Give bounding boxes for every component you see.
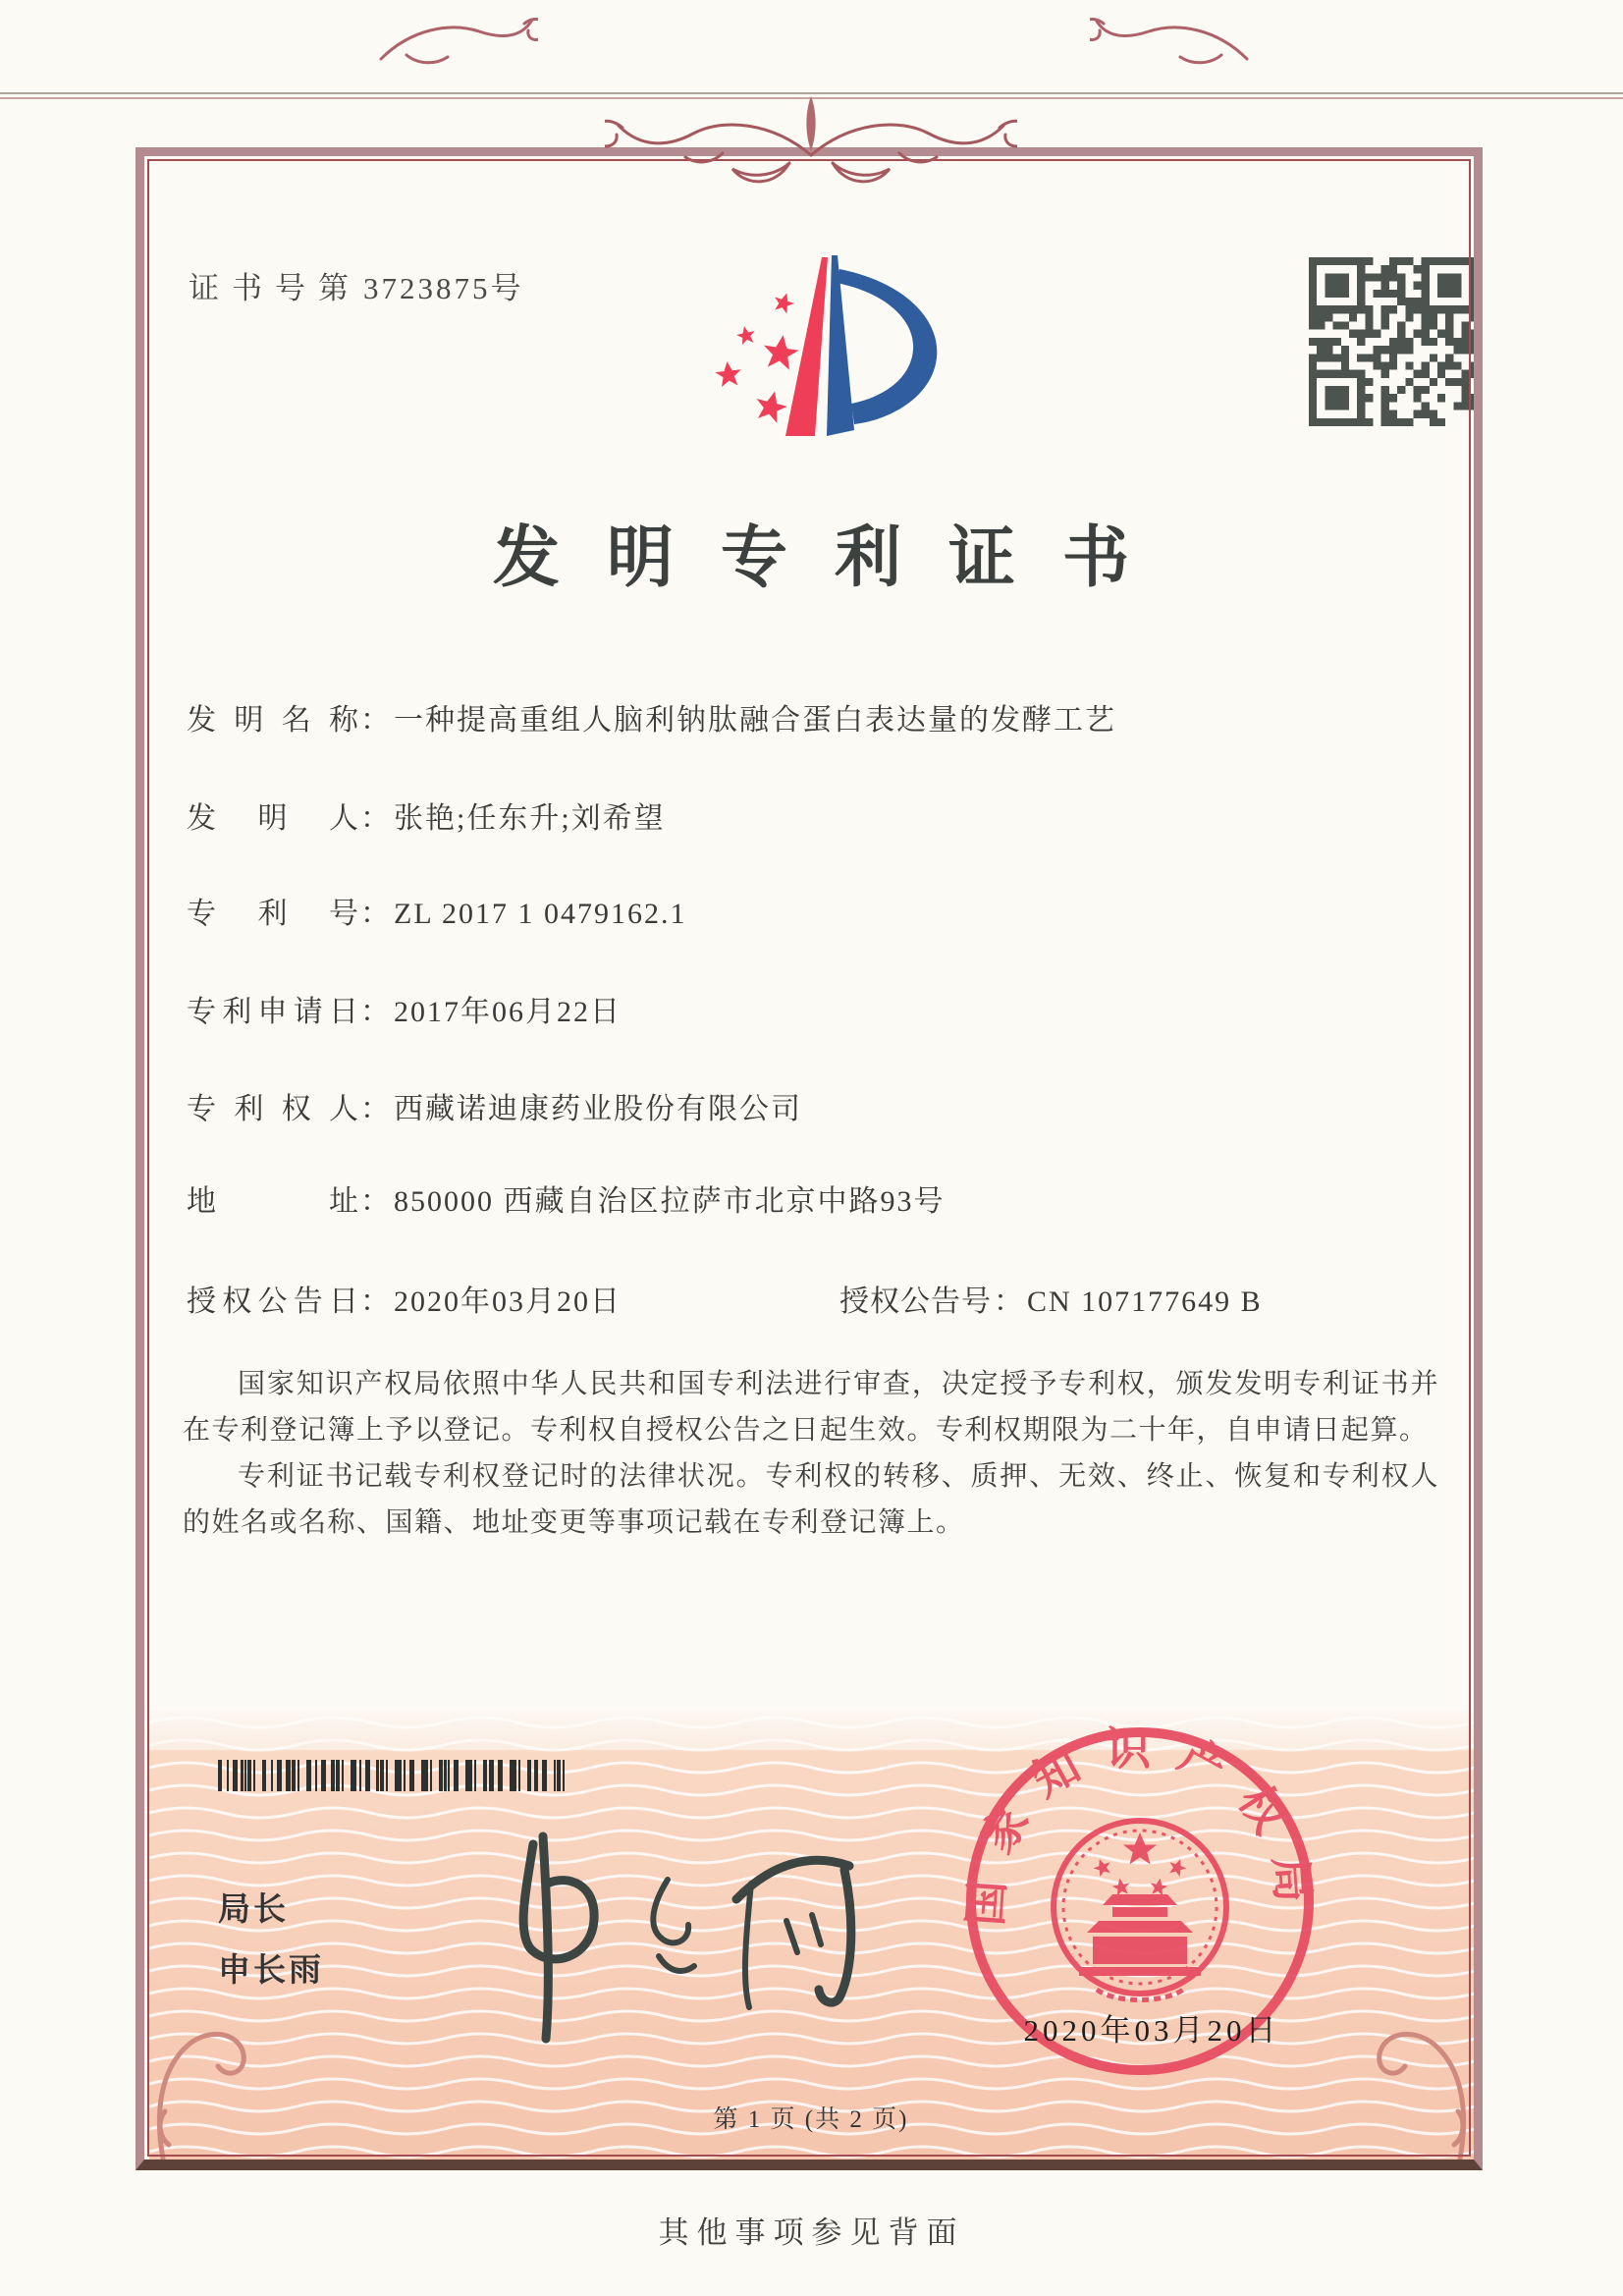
seal-national-emblem xyxy=(1054,1821,1226,2000)
flourish-top-right-icon xyxy=(1090,8,1257,69)
field-row-patent-number xyxy=(187,897,687,932)
field-row-invention-name xyxy=(187,703,1116,738)
field-value: 2017年06月22日 xyxy=(394,996,622,1028)
legal-text xyxy=(183,1361,1439,1546)
flourish-leaf xyxy=(806,96,815,151)
field-row-filing-date xyxy=(187,995,622,1030)
shen-changyu-signature-icon xyxy=(457,1823,879,2058)
flourish-top-left-icon xyxy=(371,8,538,69)
field-value: ZL 2017 1 0479162.1 xyxy=(394,898,687,930)
field-colon: ： xyxy=(360,802,390,835)
field-label: 授权公告号 xyxy=(839,1285,992,1318)
field-value: 张艳;任东升;刘希望 xyxy=(394,802,666,835)
legal-paragraph-1: 国家知识产权局依照中华人民共和国专利法进行审查，决定授予专利权，颁发发明专利证书并在专利登记簿上予以登记。专利权自授权公告之日起生效。专利权期限为二十年，自申请日起算。 xyxy=(183,1369,1439,1446)
field-colon: ： xyxy=(360,1093,390,1125)
page-number: 第 1 页 (共 2 页) xyxy=(713,2106,909,2133)
field-colon: ： xyxy=(360,1185,390,1218)
field-row-patentee xyxy=(187,1092,802,1127)
flourish-top-center-icon xyxy=(605,94,1017,189)
field-value: 850000 西藏自治区拉萨市北京中路93号 xyxy=(394,1185,946,1218)
field-label: 专利申请日 xyxy=(187,996,358,1028)
certificate-number-prefix: 证书号第 xyxy=(189,271,361,305)
field-label: 发明人 xyxy=(187,802,358,835)
qr-code xyxy=(1309,257,1478,431)
officer-title: 局长 xyxy=(218,1890,289,1927)
back-side-note: 其他事项参见背面 xyxy=(658,2215,965,2250)
field-value: 西藏诺迪康药业股份有限公司 xyxy=(394,1093,802,1125)
field-row-grant xyxy=(187,1285,1263,1320)
field-label: 授权公告日 xyxy=(187,1285,358,1318)
seal-date: 2020年03月20日 xyxy=(1023,2013,1280,2048)
certificate-number-value: 3723875 xyxy=(363,271,491,305)
certificate-number xyxy=(189,263,534,307)
field-colon: ： xyxy=(994,1285,1023,1318)
certificate-title: 发明专利证书 xyxy=(492,520,1176,595)
field-value: 一种提高重组人脑利钠肽融合蛋白表达量的发酵工艺 xyxy=(394,704,1116,737)
field-colon: ： xyxy=(360,1285,390,1318)
certificate-number-suffix: 号 xyxy=(490,271,534,305)
legal-paragraph-2: 专利证书记载专利权登记时的法律状况。专利权的转移、质押、无效、终止、恢复和专利权人的姓名或名称、国籍、地址变更等事项记载在专利登记簿上。 xyxy=(183,1461,1439,1538)
field-label: 地址 xyxy=(187,1185,358,1218)
flourish-bottom-left-icon xyxy=(149,2001,257,2160)
seal-text: 国家知识产权局 xyxy=(960,1723,1320,1928)
field-row-inventors xyxy=(187,801,666,837)
field-colon: ： xyxy=(360,996,390,1028)
field-colon: ： xyxy=(360,898,390,930)
flourish-bottom-right-icon xyxy=(1366,2001,1474,2160)
barcode xyxy=(218,1760,568,1791)
field-label: 专利权人 xyxy=(187,1093,358,1125)
field-value: CN 107177649 B xyxy=(1027,1285,1263,1318)
cnipa-logo-icon xyxy=(677,228,962,444)
field-value: 2020年03月20日 xyxy=(394,1285,622,1318)
field-row-address xyxy=(187,1184,946,1220)
officer-name: 申长雨 xyxy=(218,1951,324,1988)
field-label: 发明名称 xyxy=(187,704,358,737)
field-colon: ： xyxy=(360,704,390,737)
field-pair-grant-number xyxy=(839,1285,1263,1320)
field-label: 专利号 xyxy=(187,898,358,930)
